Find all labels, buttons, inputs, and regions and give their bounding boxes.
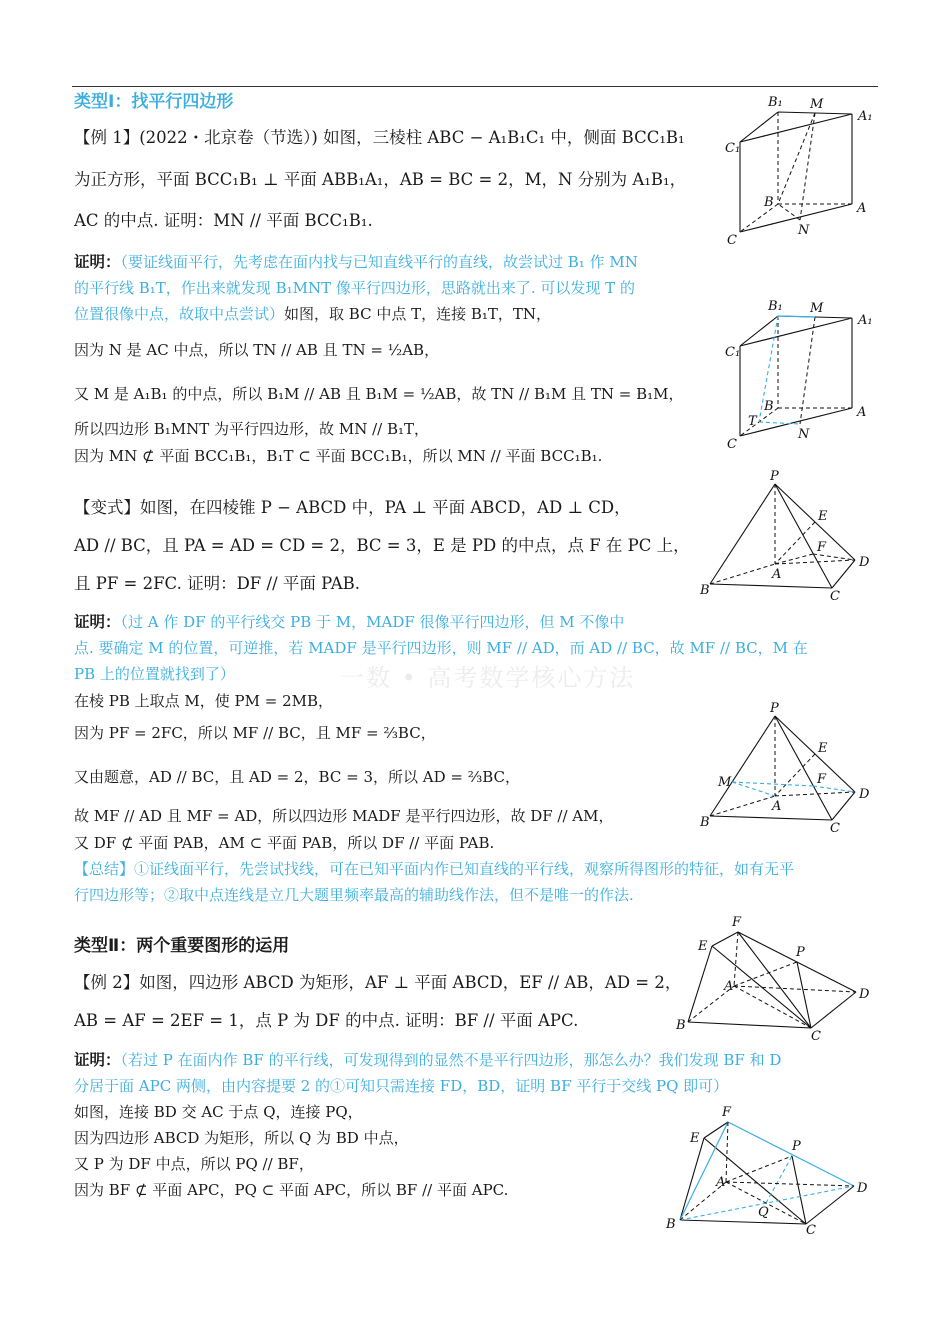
label-A: A [772,799,782,814]
label-T: T [748,414,757,429]
label-Q: Q [758,1205,769,1220]
proof2-step-3: 又由题意，AD // BC，且 AD = 2，BC = 3，所以 AD = ⅔BC， [74,768,521,786]
section-title-type1: 类型Ⅰ：找平行四边形 [74,92,234,112]
proof2-step-1: 在棱 PB 上取点 M，使 PM = 2MB， [74,692,334,710]
example2-line2: AB = AF = 2EF = 1，点 P 为 DF 的中点. 证明：BF // 平面 APC. [74,1011,579,1030]
example1-text-1: (2022・北京卷（节选）) 如图，三棱柱 ABC − A₁B₁C₁ 中，侧面 BCC₁B₁ [139,128,685,147]
top-rule [72,86,878,87]
label-M: M [810,301,824,316]
label-B: B [764,399,774,414]
label-B1: B₁ [768,299,783,314]
label-F: F [817,540,827,555]
example1-line1 [74,128,685,148]
proof1-step-3: 又 M 是 A₁B₁ 的中点，所以 B₁M // AB 且 B₁M = ½AB，故 TN // B₁M 且 TN = B₁M， [74,385,684,403]
proof2-hint-1: （过 A 作 DF 的平行线交 PB 于 M，MADF 很像平行四边形，但 M 不像中 [120,613,625,631]
label-A: A [724,979,734,994]
variant-line2: AD // BC，且 PA = AD = CD = 2，BC = 3，E 是 PD 的中点，点 F 在 PC 上， [74,536,690,555]
label-C: C [811,1029,821,1044]
proof1-hint-3: 位置很像中点，故取中点尝试） [74,305,285,323]
label-P: P [796,945,805,960]
label-A: A [772,567,782,582]
proof2-label: 证明： [74,613,121,631]
figure-solid-aux [666,1106,876,1236]
variant-tag: 【变式】 [74,498,140,517]
figure-prism [720,92,880,252]
example1-line2: 为正方形，平面 BCC₁B₁ ⊥ 平面 ABB₁A₁，AB = BC = 2，M，N 分别为 A₁B₁， [74,170,687,189]
label-C1: C₁ [725,345,741,360]
label-D: D [859,787,870,802]
figure-solid [676,914,876,1044]
proof3-step-2: 因为四边形 ABCD 为矩形，所以 Q 为 BD 中点， [74,1129,409,1147]
label-A: A [857,201,867,216]
proof2-step-2: 因为 PF = 2FC，所以 MF // BC，且 MF = ⅔BC， [74,724,436,742]
proof2-hint-3: PB 上的位置就找到了） [74,665,235,683]
variant-text-1: 如图，在四棱锥 P − ABCD 中，PA ⊥ 平面 ABCD，AD ⊥ CD， [140,498,631,517]
label-A1: A₁ [858,313,873,328]
proof3-step-3: 又 P 为 DF 中点，所以 PQ // BF， [74,1155,314,1173]
proof3-hint-1: （若过 P 在面内作 BF 的平行线，可发现得到的显然不是平行四边形，那怎么办？我们发现 BF 和 D [120,1051,782,1069]
label-P: P [770,701,779,716]
proof2-step-4: 故 MF // AD 且 MF = AD，所以四边形 MADF 是平行四边形，故 DF // AM， [74,807,614,825]
figure-pyramid-aux [700,701,880,836]
proof1-step-2: 因为 N 是 AC 中点，所以 TN // AB 且 TN = ½AB， [74,341,440,359]
proof1-step-1: 如图，取 BC 中点 T，连接 B₁T，TN， [284,305,552,323]
label-B: B [676,1018,686,1033]
label-B: B [700,583,710,598]
label-E: E [698,939,708,954]
proof3-step-4: 因为 BF ⊄ 平面 APC，PQ ⊂ 平面 APC，所以 BF // 平面 APC. [74,1181,509,1199]
label-F: F [722,1105,732,1120]
summary-line2: 行四边形等；②取中点连线是立几大题里频率最高的辅助线作法，但不是唯一的作法. [74,886,634,904]
label-A: A [716,1175,726,1190]
label-E: E [818,741,828,756]
summary-tag: 【总结】 [74,860,135,878]
summary-text-1: ①证线面平行，先尝试找线，可在已知平面内作已知直线的平行线，观察所得图形的特征，如有无平 [134,860,795,878]
label-E: E [690,1131,700,1146]
label-N: N [798,223,810,238]
label-D: D [859,987,870,1002]
proof1-step-4: 所以四边形 B₁MNT 为平行四边形，故 MN // B₁T， [74,420,429,438]
summary-line1 [74,860,794,878]
label-D: D [857,1181,868,1196]
figure-prism-aux [720,296,880,456]
variant-line3: 且 PF = 2FC. 证明：DF // 平面 PAB. [74,574,360,593]
label-M: M [810,97,824,112]
label-P: P [792,1139,801,1154]
proof3-step-1: 如图，连接 BD 交 AC 于点 Q，连接 PQ， [74,1103,363,1121]
proof3-hint-2: 分居于面 APC 两侧，由内容提要 2 的①可知只需连接 FD，BD，证明 BF 平行于交线 PQ 即可） [74,1077,729,1095]
label-C: C [727,233,737,248]
label-B1: B₁ [768,95,783,110]
label-A: A [857,405,867,420]
label-B: B [764,195,774,210]
label-N: N [798,427,810,442]
label-M: M [718,775,732,790]
proof1-line1 [74,253,638,272]
example2-tag: 【例 2】 [74,973,140,992]
proof2-line1 [74,613,624,632]
example1-line3: AC 的中点. 证明：MN // 平面 BCC₁B₁. [74,211,373,230]
proof3-label: 证明： [74,1051,121,1069]
proof2-step-5: 又 DF ⊄ 平面 PAB，AM ⊂ 平面 PAB，所以 DF // 平面 PAB. [74,834,495,852]
proof2-hint-2: 点. 要确定 M 的位置，可逆推，若 MADF 是平行四边形，则 MF // AD，而 AD // BC，故 MF // BC，M 在 [74,639,808,657]
label-C1: C₁ [725,141,741,156]
label-P: P [770,469,779,484]
example1-tag: 【例 1】 [74,128,140,147]
label-F: F [732,915,742,930]
proof1-hint-2: 的平行线 B₁T，作出来就发现 B₁MNT 像平行四边形，思路就出来了. 可以发现 T 的 [74,279,635,297]
example2-text-1: 如图，四边形 ABCD 为矩形，AF ⊥ 平面 ABCD，EF // AB，AD = 2， [139,973,682,992]
example2-line1 [74,973,681,993]
proof1-line3 [74,305,551,323]
label-E: E [818,509,828,524]
label-B: B [700,815,710,830]
label-C: C [830,589,840,604]
variant-line1 [74,498,631,518]
section-title-type2: 类型Ⅱ：两个重要图形的运用 [74,936,290,956]
proof3-line1 [74,1051,781,1070]
proof1-hint-1: （要证线面平行，先考虑在面内找与已知直线平行的直线，故尝试过 B₁ 作 MN [120,253,638,271]
label-F: F [817,772,827,787]
label-C: C [806,1223,816,1238]
label-B: B [666,1217,676,1232]
label-C: C [727,437,737,452]
watermark: 一数 • 高考数学核心方法 [340,664,636,692]
proof1-label: 证明： [74,253,121,271]
label-A1: A₁ [858,109,873,124]
figure-pyramid [700,469,880,604]
proof1-step-5: 因为 MN ⊄ 平面 BCC₁B₁，B₁T ⊂ 平面 BCC₁B₁，所以 MN // 平面 BCC₁B₁. [74,447,603,465]
label-D: D [859,555,870,570]
label-C: C [830,821,840,836]
